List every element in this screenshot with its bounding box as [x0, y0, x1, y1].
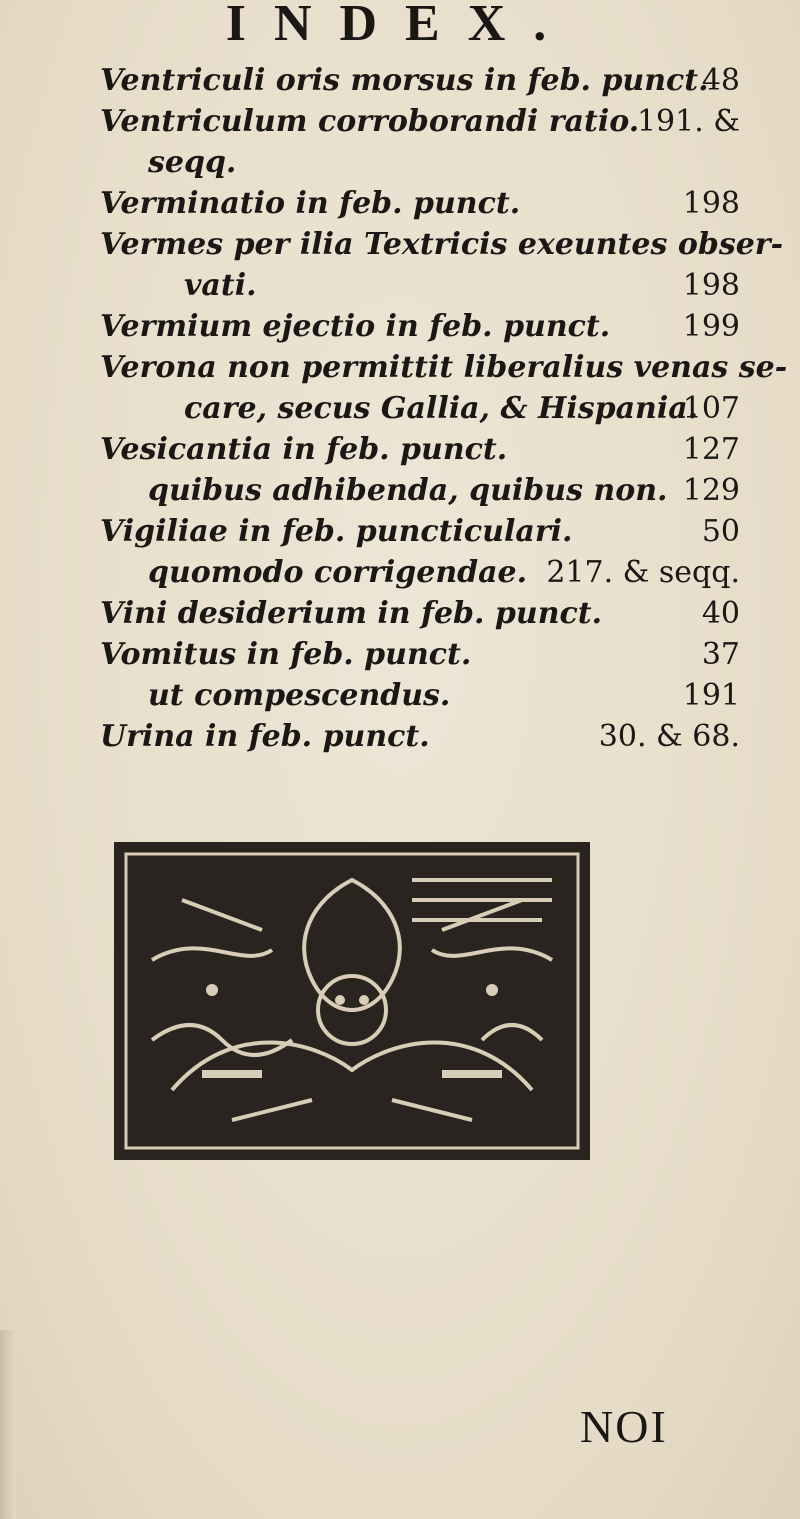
page-edge [0, 1330, 16, 1519]
index-entry [100, 470, 740, 511]
index-entry [100, 388, 740, 429]
entry-page-number: 199 [682, 309, 740, 344]
entry-term: Vigiliae in feb. puncticulari. [100, 514, 573, 549]
entry-page-number: 37 [701, 637, 740, 672]
index-entry [100, 429, 740, 470]
index-entry [100, 265, 740, 306]
entry-term: seqq. [148, 145, 237, 180]
index-entry [100, 306, 740, 347]
entry-term: Vini desiderium in feb. punct. [100, 596, 603, 631]
entry-term: care, secus Gallia, & Hispania. [184, 391, 699, 426]
entry-page-number: 50 [701, 514, 740, 549]
entry-page-number: 107 [682, 391, 740, 426]
index-entry [100, 224, 784, 265]
entry-term: Urina in feb. punct. [100, 719, 430, 754]
entry-page-number: 48 [701, 63, 740, 98]
index-entry [100, 347, 788, 388]
catchword: NOI [580, 1401, 668, 1452]
entry-page-number: 191. & [636, 104, 740, 139]
entry-term: Vesicantia in feb. punct. [100, 432, 508, 467]
entry-page-number: 127 [682, 432, 740, 467]
index-entry [100, 552, 740, 593]
index-entries [100, 60, 788, 757]
index-entry [100, 675, 740, 716]
entry-page-number: 191 [682, 678, 740, 713]
index-entry [100, 634, 740, 675]
entry-term: quibus adhibenda, quibus non. [148, 473, 668, 508]
index-entry [100, 716, 740, 757]
entry-page-number: 198 [682, 186, 740, 221]
index-entry [100, 101, 740, 142]
entry-term: Ventriculi oris morsus in feb. punct. [100, 63, 709, 98]
index-entry [100, 183, 740, 224]
entry-term: Vermes per ilia Textricis exeuntes obser- [100, 227, 784, 262]
entry-page-number: 217. & seqq. [546, 555, 740, 590]
index-entry [100, 511, 740, 552]
entry-page-number: 30. & 68. [598, 719, 740, 754]
entry-term: ut compescendus. [148, 678, 451, 713]
entry-page-number: 198 [682, 268, 740, 303]
entry-page-number: 40 [701, 596, 740, 631]
index-header: INDEX. [225, 0, 575, 52]
entry-term: vati. [184, 268, 257, 303]
entry-term: Vomitus in feb. punct. [100, 637, 472, 672]
entry-term: Ventriculum corroborandi ratio. [100, 104, 640, 139]
entry-term: Verminatio in feb. punct. [100, 186, 521, 221]
entry-term: Vermium ejectio in feb. punct. [100, 309, 611, 344]
index-entry [100, 142, 740, 183]
entry-term: quomodo corrigendae. [148, 555, 528, 590]
index-entry [100, 60, 740, 101]
entry-term: Verona non permittit liberalius venas se- [100, 350, 788, 385]
woodcut-ornament-icon [112, 840, 592, 1162]
index-entry [100, 593, 740, 634]
entry-page-number: 129 [682, 473, 740, 508]
